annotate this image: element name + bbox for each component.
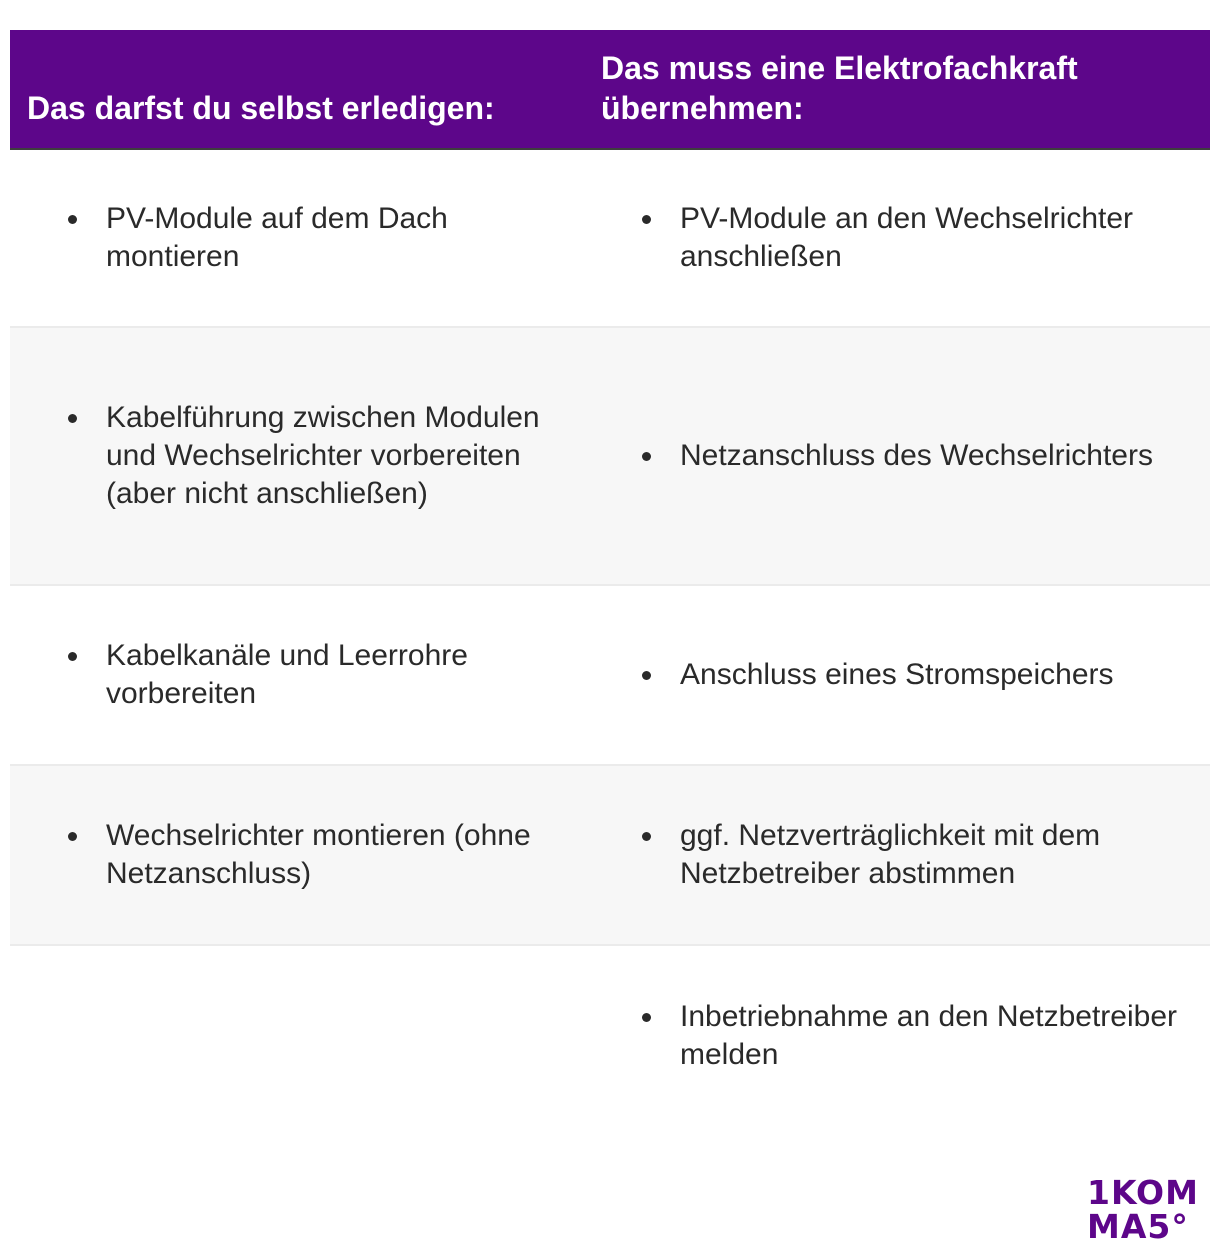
electrician-task-text: PV-Module an den Wechselrichter anschließen — [680, 202, 1134, 273]
list-item — [68, 399, 564, 513]
table-row — [10, 946, 1210, 1126]
table-row — [10, 328, 1210, 586]
self-task-cell — [10, 586, 584, 764]
header-self-tasks: Das darfst du selbst erledigen: — [27, 90, 495, 126]
electrician-task-text: Inbetriebnahme an den Netzbetreiber melden — [680, 1000, 1177, 1071]
bullet-icon — [68, 832, 77, 841]
self-task-text: Kabelführung zwischen Modulen und Wechselrichter vorbereiten (aber nicht anschließen) — [106, 401, 540, 510]
bullet-icon — [642, 452, 651, 461]
self-task-cell — [10, 328, 584, 584]
self-task-text: Wechselrichter montieren (ohne Netzanschluss) — [106, 819, 531, 890]
header-electrician-tasks: Das muss eine Elektrofachkraft übernehmen: — [601, 50, 1078, 126]
logo-line-1: 1KOM — [1087, 1173, 1199, 1212]
table-row — [10, 766, 1210, 946]
self-task-cell-empty — [10, 946, 584, 1126]
logo-line-2: MA5° — [1087, 1207, 1189, 1246]
electrician-task-text: Anschluss eines Stromspeichers — [680, 658, 1114, 691]
self-task-cell — [10, 150, 584, 326]
electrician-task-cell — [584, 766, 1210, 944]
electrician-task-cell — [584, 328, 1210, 584]
bullet-icon — [642, 832, 651, 841]
electrician-task-text: ggf. Netzverträglichkeit mit dem Netzbetreiber abstimmen — [680, 819, 1101, 890]
bullet-icon — [642, 671, 651, 680]
electrician-task-cell — [584, 586, 1210, 764]
table-header — [10, 30, 1210, 150]
list-item — [642, 998, 1190, 1074]
self-task-text: PV-Module auf dem Dach montieren — [106, 202, 448, 273]
list-item — [68, 817, 564, 893]
list-item — [642, 817, 1190, 893]
electrician-task-cell — [584, 946, 1210, 1126]
list-item — [642, 200, 1190, 276]
list-item — [68, 637, 564, 713]
table-row — [10, 586, 1210, 766]
self-task-text: Kabelkanäle und Leerrohre vorbereiten — [106, 639, 468, 710]
electrician-task-text: Netzanschluss des Wechselrichters — [680, 439, 1153, 472]
comparison-table — [10, 30, 1210, 1126]
bullet-icon — [68, 652, 77, 661]
bullet-icon — [68, 414, 77, 423]
table-row — [10, 150, 1210, 328]
bullet-icon — [642, 215, 651, 224]
bullet-icon — [68, 215, 77, 224]
list-item — [642, 437, 1153, 475]
list-item — [642, 656, 1114, 694]
self-task-cell — [10, 766, 584, 944]
electrician-task-cell — [584, 150, 1210, 326]
bullet-icon — [642, 1013, 651, 1022]
list-item — [68, 200, 564, 276]
brand-logo — [1087, 1173, 1199, 1246]
